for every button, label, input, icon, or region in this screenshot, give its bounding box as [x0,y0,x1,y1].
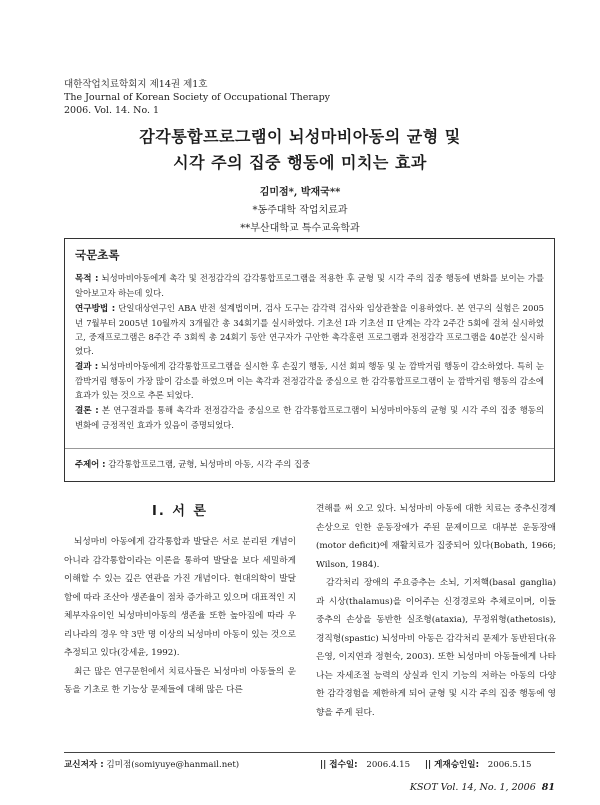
journal-korean-name: 대한작업치료학회지 제14권 제1호 [64,79,208,90]
purpose-label: 목적 : [75,274,99,284]
submission-dates [320,758,544,770]
accepted-date: 2006.5.15 [485,760,532,770]
abstract-purpose [75,271,544,300]
abstract-method [75,301,544,358]
keywords-label: 주제어 : [75,459,106,469]
affiliation-1: *동주대학 작업치료과 [252,205,348,216]
intro-paragraph-1: 뇌성마비 아동에게 감각통합과 발달은 서로 분리된 개념이 아니라 감각통합이라는 이론을 통하여 발달을 보다 세밀하게 이해할 수 있는 깊은 연관을 가진 개념이다. 현대의학이 발달함에 따라 조산아 생존율이 점차 증가하고 있으며 대표적인 지체부자유이인 뇌성마비아동의 생존율 또한 높아짐에 따라 우리나라의 경우 약 3만 명 이상의 뇌성마비 아동이 있는 것으로 추정되고 있다(강세윤, 1992). [64,537,296,658]
page-footer [410,782,555,793]
right-column [316,500,556,722]
abstract-conclusion [75,403,544,432]
intro-paragraph-4: 감각처리 장애의 주요증추는 소뇌, 기저핵(basal ganglia)과 시상(thalamus)을 이어주는 신경경로와 추체로이며, 이들 중추의 손상을 동반한 실조형(ataxia), 무정위형(athetosis), 경직형(spastic) 뇌성마비 아동은 감각처리 문제가 동반된다(유은영, 이지연과 정현숙, 2003). 또한 뇌성마비 아동들에게 나타나는 자세조절 능력의 상실과 인지 기능의 저하는 아동의 다양한 감각경험을 제한하게 되어 균형 및 시각 주의 집중 행동에 영향을 주게 된다. [316,578,556,718]
title-line-1: 감각통합프로그램이 뇌성마비아동의 균형 및 [139,127,461,146]
corresponding-author [64,758,239,770]
keywords-divider [65,448,554,449]
paper-title [0,124,600,176]
result-label: 결과 : [75,362,99,372]
abstract-box [64,238,555,482]
corr-label: 교신저자 : [64,760,104,770]
abstract-keywords [75,457,310,471]
page-number: 81 [541,782,555,793]
conclusion-text: 본 연구결과를 통해 촉각과 전정감각을 중심으로 한 감각통합프로그램이 뇌성마비아동의 균형 및 시각 주의 집중 행동의 변화에 긍정적인 효과가 있음이 증명되었다. [75,405,544,430]
method-text: 단일대상연구인 ABA 반전 설계법이며, 검사 도구는 감각력 검사와 임상관찰을 이용하였다. 본 연구의 실험은 2005년 7월부터 2005년 10월까지 3개월간 총 34회기를 실시하였다. 기초선 I과 기초선 II 단계는 각각 2주간 5회에 걸쳐 실시하였고, 중재프로그램은 8주간 주 3회씩 총 24회기 동안 연구자가 구안한 촉각훈련 프로그램과 전정감각 프로그램을 40분간 실시하였다. [75,303,544,356]
authors-block [0,184,600,238]
received-label: || 접수일: [320,760,358,770]
keywords-text: 감각통합프로그램, 균형, 뇌성마비 아동, 시각 주의 집중 [105,459,311,469]
journal-header [64,78,330,117]
conclusion-label: 결론 : [75,406,99,416]
affiliation-2: **부산대학교 특수교육학과 [240,223,360,234]
left-column [64,500,296,700]
accepted-label: || 게재승인일: [424,760,480,770]
intro-paragraph-3: 견해를 써 오고 있다. 뇌성마비 아동에 대한 치료는 중추신경계 손상으로 인한 운동장애가 주된 문제이므로 대부분 운동장애(motor deficit)에 재활치료가 집중되어 있다(Bobath, 1966; Wilson, 1984). [316,504,556,570]
corr-email[interactable]: 김미점(somiyuye@hanmail.net) [103,760,240,770]
journal-english-name: The Journal of Korean Society of Occupational Therapy [64,92,331,103]
journal-volume: 2006. Vol. 14. No. 1 [64,105,160,116]
title-line-2: 시각 주의 집중 행동에 미치는 효과 [173,153,427,172]
result-text: 뇌성마비아동에게 감각통합프로그램을 실시한 후 손짚기 행동, 시선 회피 행동 및 눈 깜박거림 행동이 감소하였다. 특히 눈 깜박거림 행동이 가장 많이 감소를 하였으며 이는 촉각과 전정감각을 중심으로 한 감각통합프로그램이 눈 깜박거림 행동의 감소에 효과가 있는 것으로 추론 되었다. [75,361,544,400]
intro-paragraph-2: 최근 많은 연구문헌에서 치료사들은 뇌성마비 아동들의 운동을 기초로 한 기능상 문제들에 대해 많은 다른 [64,666,296,695]
abstract-result [75,359,544,402]
received-date: 2006.4.15 [363,760,411,770]
author-names: 김미점*, 박재국** [259,187,341,198]
section-heading-introduction: Ⅰ. 서 론 [152,504,208,519]
journal-reference: KSOT Vol. 14, No. 1, 2006 [409,782,536,793]
footer-divider [64,752,555,753]
abstract-heading: 국문초록 [75,248,120,262]
method-label: 연구방법 : [75,304,116,314]
purpose-text: 뇌성마비아동에게 촉각 및 전정감각의 감각통합프로그램을 적용한 후 균형 및 시각 주의 집중 행동에 변화를 보이는 가를 알아보고자 하는데 있다. [75,273,544,298]
